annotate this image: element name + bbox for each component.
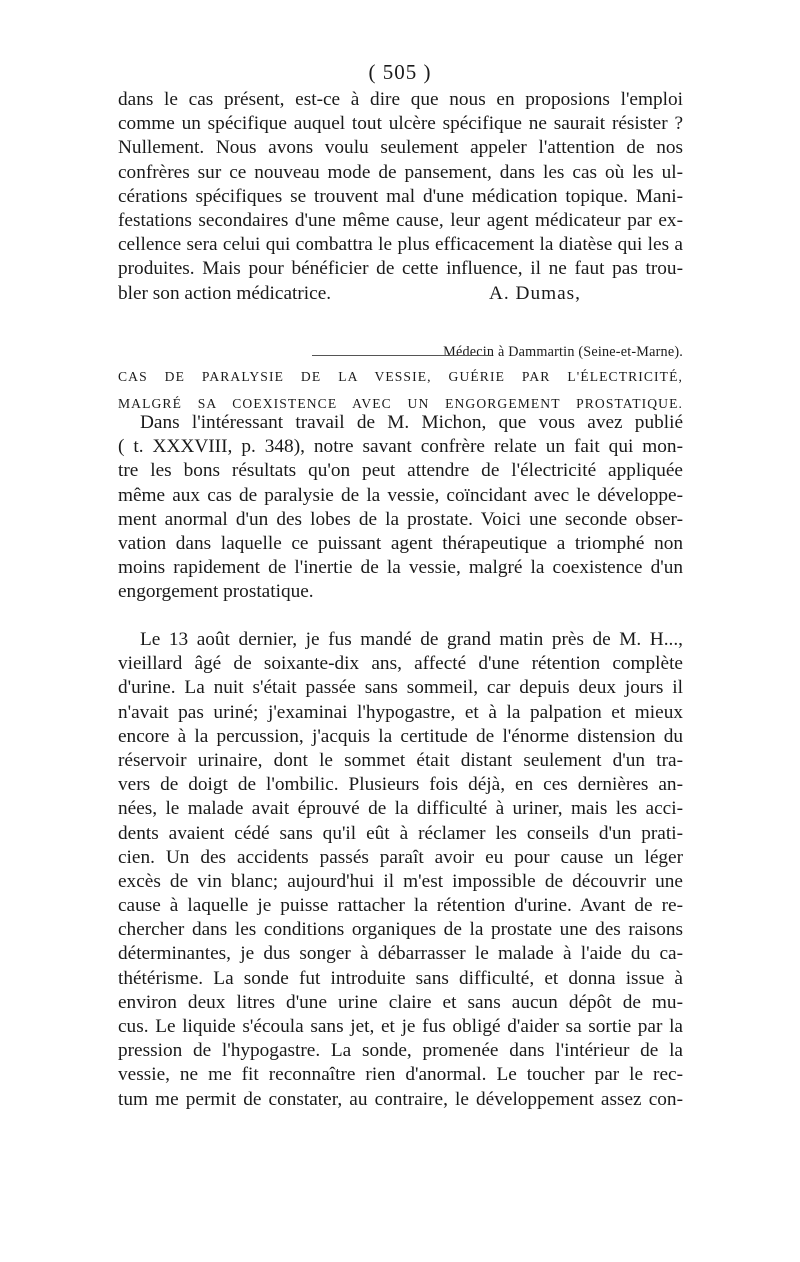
text-line: comme un spécifique auquel tout ulcère spécifique ne saurait résister ?	[118, 113, 683, 135]
author-affiliation: Médecin à Dammartin (Seine-et-Marne).	[443, 344, 683, 360]
text-line: festations secondaires d'une même cause, leur agent médicateur par ex-	[118, 209, 683, 231]
text-line: vessie, ne me fit reconnaître rien d'anormal. Le toucher par le rec-	[118, 1064, 683, 1086]
text-line: nées, le malade avait éprouvé de la difficulté à uriner, mais les acci-	[118, 798, 683, 820]
paragraph-intro	[118, 411, 683, 605]
text-line: dans le cas présent, est-ce à dire que nous en proposions l'emploi	[118, 89, 683, 110]
text-line: pression de l'hypogastre. La sonde, promenée dans l'intérieur de la	[118, 1040, 683, 1062]
text-line: cellence sera celui qui combattra le plus efficacement la diatèse qui les a	[118, 234, 683, 256]
text-line: d'urine. La nuit s'était passée sans sommeil, car depuis deux jours il	[118, 677, 683, 699]
text-line: excès de vin blanc; aujourd'hui il m'est impossible de découvrir une	[118, 870, 683, 892]
text-line: cause à laquelle je puisse rattacher la rétention d'urine. Avant de re-	[118, 895, 683, 917]
text-line: vation dans laquelle ce puissant agent thérapeutique a triomphé non	[118, 532, 683, 554]
text-line: déterminantes, je dus songer à débarrasser le malade à l'aide du ca-	[118, 943, 683, 965]
page-number: ( 505 )	[368, 60, 432, 84]
text-line: encore à la percussion, j'acquis la certitude de l'énorme distension du	[118, 725, 683, 747]
text-line: ( t. XXXVIII, p. 348), notre savant confrère relate un fait qui mon-	[118, 436, 683, 458]
text-line: chercher dans les conditions organiques de la prostate une des raisons	[118, 919, 683, 941]
text-line: ment anormal d'un des lobes de la prostate. Voici une seconde obser-	[118, 508, 683, 530]
paragraph-continuation	[118, 88, 683, 282]
text-line: dents avaient cédé sans qu'il eût à réclamer les conseils d'un prati-	[118, 822, 683, 844]
signature-block	[118, 282, 683, 306]
text-line: Le 13 août dernier, je fus mandé de grand matin près de M. H...,	[140, 629, 683, 650]
text-line: cien. Un des accidents passés paraît avoir eu pour cause un léger	[118, 846, 683, 868]
text-line: cus. Le liquide s'écoula sans jet, et je fus obligé d'aider sa sortie par la	[118, 1016, 683, 1037]
text-line: même aux cas de paralysie de la vessie, coïncidant avec le développe-	[118, 484, 683, 506]
section-divider	[312, 355, 492, 356]
text-line: réservoir urinaire, dont le sommet était distant seulement d'un tra-	[118, 749, 683, 771]
text-line: Dans l'intéressant travail de M. Michon, que vous avez publié	[140, 412, 683, 433]
text-line: tum me permit de constater, au contraire, le développement assez con-	[118, 1088, 683, 1110]
author-signature: A. Dumas,	[488, 282, 581, 304]
text-line: produites. Mais pour bénéficier de cette influence, il ne faut pas trou-	[118, 258, 683, 280]
text-line: environ deux litres d'une urine claire et sans aucun dépôt de mu-	[118, 991, 683, 1013]
text-line: cérations spécifiques se trouvent mal d'une médication topique. Mani-	[118, 185, 683, 207]
text-line: tre les bons résultats qu'on peut attendre de l'électricité appliquée	[118, 460, 683, 482]
text-line: vers de doigt de l'ombilic. Plusieurs fois déjà, en ces dernières an-	[118, 774, 683, 796]
text-line: moins rapidement de l'inertie de la vessie, malgré la coexistence d'un	[118, 557, 683, 579]
text-line: Nullement. Nous avons voulu seulement appeler l'attention de nos	[118, 137, 683, 159]
text-line: thétérisme. La sonde fut introduite sans difficulté, et donna issue à	[118, 967, 683, 989]
article-heading-line-1: CAS DE PARALYSIE DE LA VESSIE, GUÉRIE PAR L'ÉLECTRICITÉ,	[118, 369, 683, 384]
paragraph-last-line: bler son action médicatrice.	[118, 282, 332, 304]
text-line: engorgement prostatique.	[118, 581, 314, 603]
article-heading-line-2: MALGRÉ SA COEXISTENCE AVEC UN ENGORGEMENT PROSTATIQUE.	[118, 396, 683, 411]
paragraph-case-report	[118, 628, 683, 1112]
text-line: confrères sur ce nouveau mode de pansement, dans les cas où les ul-	[118, 161, 683, 183]
text-line: vieillard âgé de soixante-dix ans, affecté d'une rétention complète	[118, 653, 683, 675]
text-line: n'avait pas uriné; j'examinai l'hypogastre, et à la palpation et mieux	[118, 701, 683, 723]
